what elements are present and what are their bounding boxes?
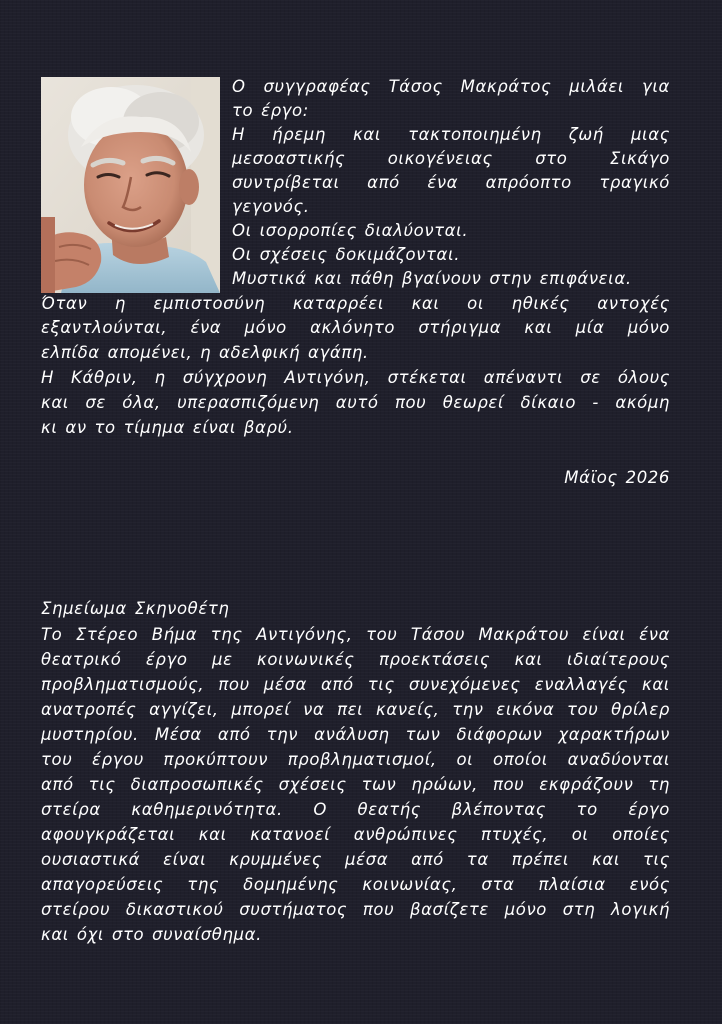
text-line: στείρου δικαστικού συστήματος που βασίζετε μόνο στη λογική bbox=[41, 900, 670, 919]
text-line: θεατρικό έργο με κοινωνικές προεκτάσεις και ιδιαίτερους bbox=[41, 650, 670, 669]
text-line: Η Κάθριν, η σύγχρονη Αντιγόνη, στέκεται απέναντι σε όλους bbox=[41, 368, 670, 387]
text-line: μυστηρίου. Μέσα από την ανάλυση των διάφορων χαρακτήρων bbox=[41, 725, 670, 744]
text-line: ουσιαστικά είναι κρυμμένες μέσα από τα πρέπει και τις bbox=[41, 850, 670, 869]
text-line: Το Στέρεο Βήμα της Αντιγόνης, του Τάσου Μακράτου είναι ένα bbox=[41, 625, 670, 644]
text-line: Οι ισορροπίες διαλύονται. bbox=[232, 221, 469, 240]
text-line: του έργου προκύπτουν προβληματισμοί, οι οποίοι αναδύονται bbox=[41, 750, 670, 769]
director-note-heading: Σημείωμα Σκηνοθέτη bbox=[41, 599, 230, 618]
text-line: από τις διαπροσωπικές σχέσεις των ηρώων, που εκφράζουν τη bbox=[41, 775, 670, 794]
text-line: προβληματισμούς, που μέσα από τις συνεχόμενες εναλλαγές και bbox=[41, 675, 670, 694]
text-line: και όχι στο συναίσθημα. bbox=[41, 925, 262, 944]
text-line: στείρα καθημερινότητα. Ο θεατής βλέποντας το έργο bbox=[41, 800, 670, 819]
text-line: Όταν η εμπιστοσύνη καταρρέει και οι ηθικές αντοχές bbox=[41, 294, 670, 313]
text-line: ανατροπές αγγίζει, μπορεί να πει κανείς, την εικόνα του θρίλερ bbox=[41, 700, 670, 719]
text-line: κι αν το τίμημα είναι βαρύ. bbox=[41, 418, 294, 437]
text-line: Οι σχέσεις δοκιμάζονται. bbox=[232, 245, 461, 264]
text-line: και σε όλα, υπερασπιζόμενη αυτό που θεωρεί δίκαιο - ακόμη bbox=[41, 393, 670, 412]
text-line: αφουγκράζεται και κατανοεί ανθρώπινες πτυχές, οι οποίες bbox=[41, 825, 670, 844]
author-portrait-photo bbox=[41, 77, 220, 293]
text-line: το έργο: bbox=[232, 101, 309, 120]
text-line: Η ήρεμη και τακτοποιημένη ζωή μιας bbox=[232, 125, 670, 144]
author-note-date: Μάϊος 2026 bbox=[564, 468, 670, 487]
text-line: συντρίβεται από ένα απρόοπτο τραγικό bbox=[232, 173, 670, 192]
text-line: απαγορεύσεις της δομημένης κοινωνίας, στα πλαίσια ενός bbox=[41, 875, 670, 894]
text-line: Μυστικά και πάθη βγαίνουν στην επιφάνεια. bbox=[232, 269, 632, 288]
text-line: μεσοαστικής οικογένειας στο Σικάγο bbox=[232, 149, 670, 168]
text-line: ελπίδα απομένει, η αδελφική αγάπη. bbox=[41, 343, 369, 362]
text-line: Ο συγγραφέας Τάσος Μακράτος μιλάει για bbox=[232, 77, 670, 96]
text-line: εξαντλούνται, ένα μόνο ακλόνητο στήριγμα και μία μόνο bbox=[41, 318, 670, 337]
text-line: γεγονός. bbox=[232, 197, 310, 216]
